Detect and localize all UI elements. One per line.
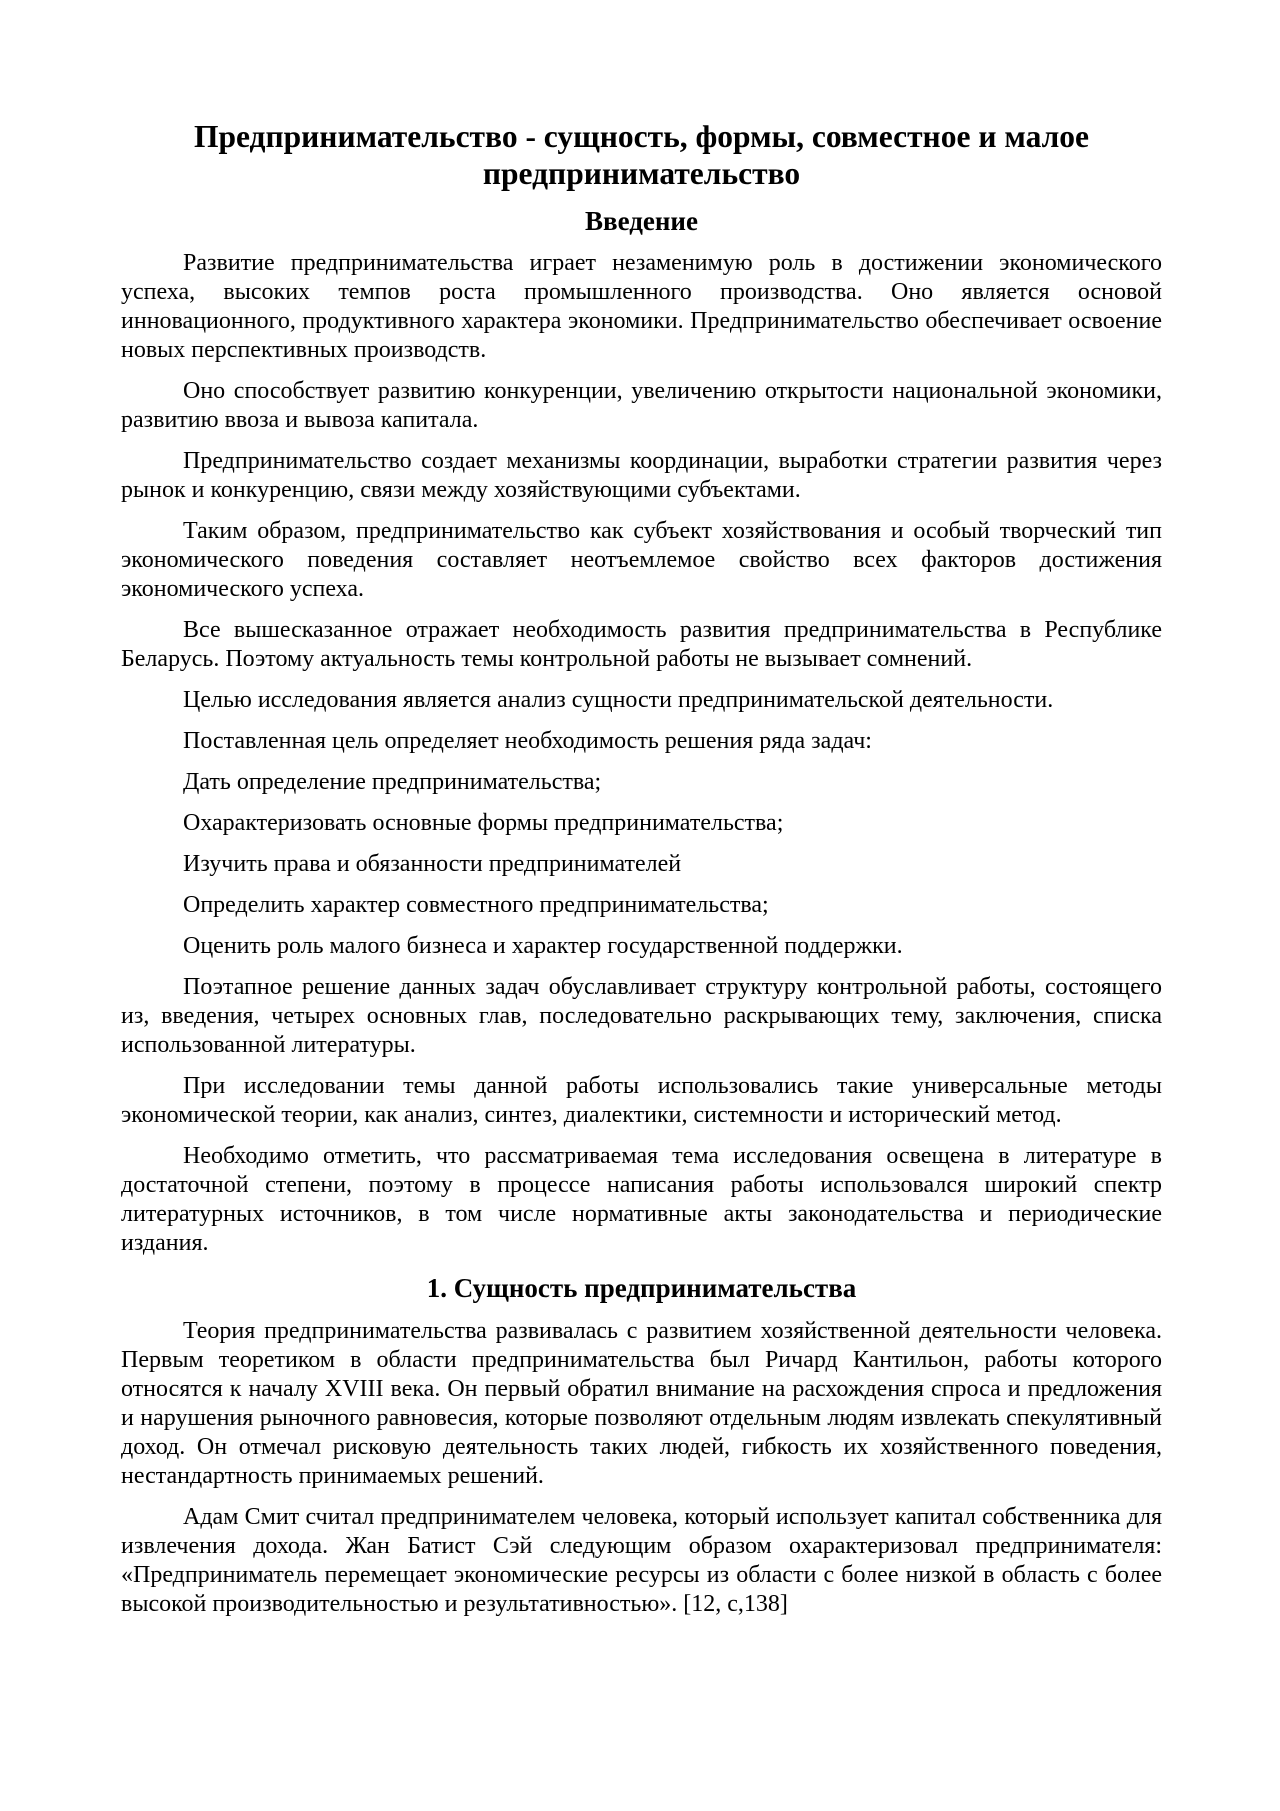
introduction-heading: Введение — [585, 206, 698, 236]
paragraph: Таким образом, предпринимательство как субъект хозяйствования и особый творческий тип экономического поведения составляет неотъемлемое свойство всех факторов достижения экономического успеха. — [121, 518, 1162, 602]
task-item: Оценить роль малого бизнеса и характер государственной поддержки. — [183, 933, 903, 959]
task-item: Охарактеризовать основные формы предпринимательства; — [183, 810, 784, 836]
paragraph: При исследовании темы данной работы использовались такие универсальные методы экономической теории, как анализ, синтез, диалектики, системности и исторический метод. — [121, 1073, 1162, 1128]
paragraph: Целью исследования является анализ сущности предпринимательской деятельности. — [183, 687, 1054, 713]
paragraph: Необходимо отметить, что рассматриваемая тема исследования освещена в литературе в достаточной степени, поэтому в процессе написания работы использовался широкий спектр литературных источников, в том числе нормативные акты законодательства и периодические издания. — [121, 1143, 1162, 1256]
section-heading: 1. Сущность предпринимательства — [426, 1273, 857, 1303]
task-item: Дать определение предпринимательства; — [183, 769, 602, 795]
paragraph: Все вышесказанное отражает необходимость развития предпринимательства в Республике Беларусь. Поэтому актуальность темы контрольной работы не вызывает сомнений. — [121, 617, 1162, 672]
paragraph: Теория предпринимательства развивалась с развитием хозяйственной деятельности человека. Первым теоретиком в области предпринимательства был Ричард Кантильон, работы которого относятся к началу XVIII века. Он первый обратил внимание на расхождения спроса и предложения и нарушения рыночного равновесия, которые позволяют отдельным людям извлекать спекулятивный доход. Он отмечал рисковую деятельность таких людей, гибкость их хозяйственного поведения, нестандартность принимаемых решений. — [121, 1318, 1162, 1489]
paragraph: Поэтапное решение данных задач обуславливает структуру контрольной работы, состоящего из, введения, четырех основных глав, последовательно раскрывающих тему, заключения, списка использованной литературы. — [121, 974, 1162, 1058]
paragraph: Предпринимательство создает механизмы координации, выработки стратегии развития через рынок и конкуренцию, связи между хозяйствующими субъектами. — [121, 448, 1162, 503]
paragraph: Адам Смит считал предпринимателем человека, который использует капитал собственника для извлечения дохода. Жан Батист Сэй следующим образом охарактеризовал предпринимателя: «Предприниматель перемещает экономические ресурсы из области с более низкой в область с более высокой производительностью и результативностью». [12, с,138] — [121, 1504, 1162, 1617]
document-title: Предпринимательство - сущность, формы, совместное и малое предпринимательство — [193, 119, 1090, 191]
paragraph: Развитие предпринимательства играет незаменимую роль в достижении экономического успеха, высоких темпов роста промышленного производства. Оно является основой инновационного, продуктивного характера экономики. Предпринимательство обеспечивает освоение новых перспективных производств. — [121, 250, 1162, 363]
task-item: Изучить права и обязанности предпринимателей — [183, 851, 682, 877]
task-item: Определить характер совместного предпринимательства; — [183, 892, 769, 918]
paragraph: Поставленная цель определяет необходимость решения ряда задач: — [183, 728, 872, 754]
document-page — [121, 118, 1162, 1631]
paragraph: Оно способствует развитию конкуренции, увеличению открытости национальной экономики, развитию ввоза и вывоза капитала. — [121, 378, 1162, 433]
